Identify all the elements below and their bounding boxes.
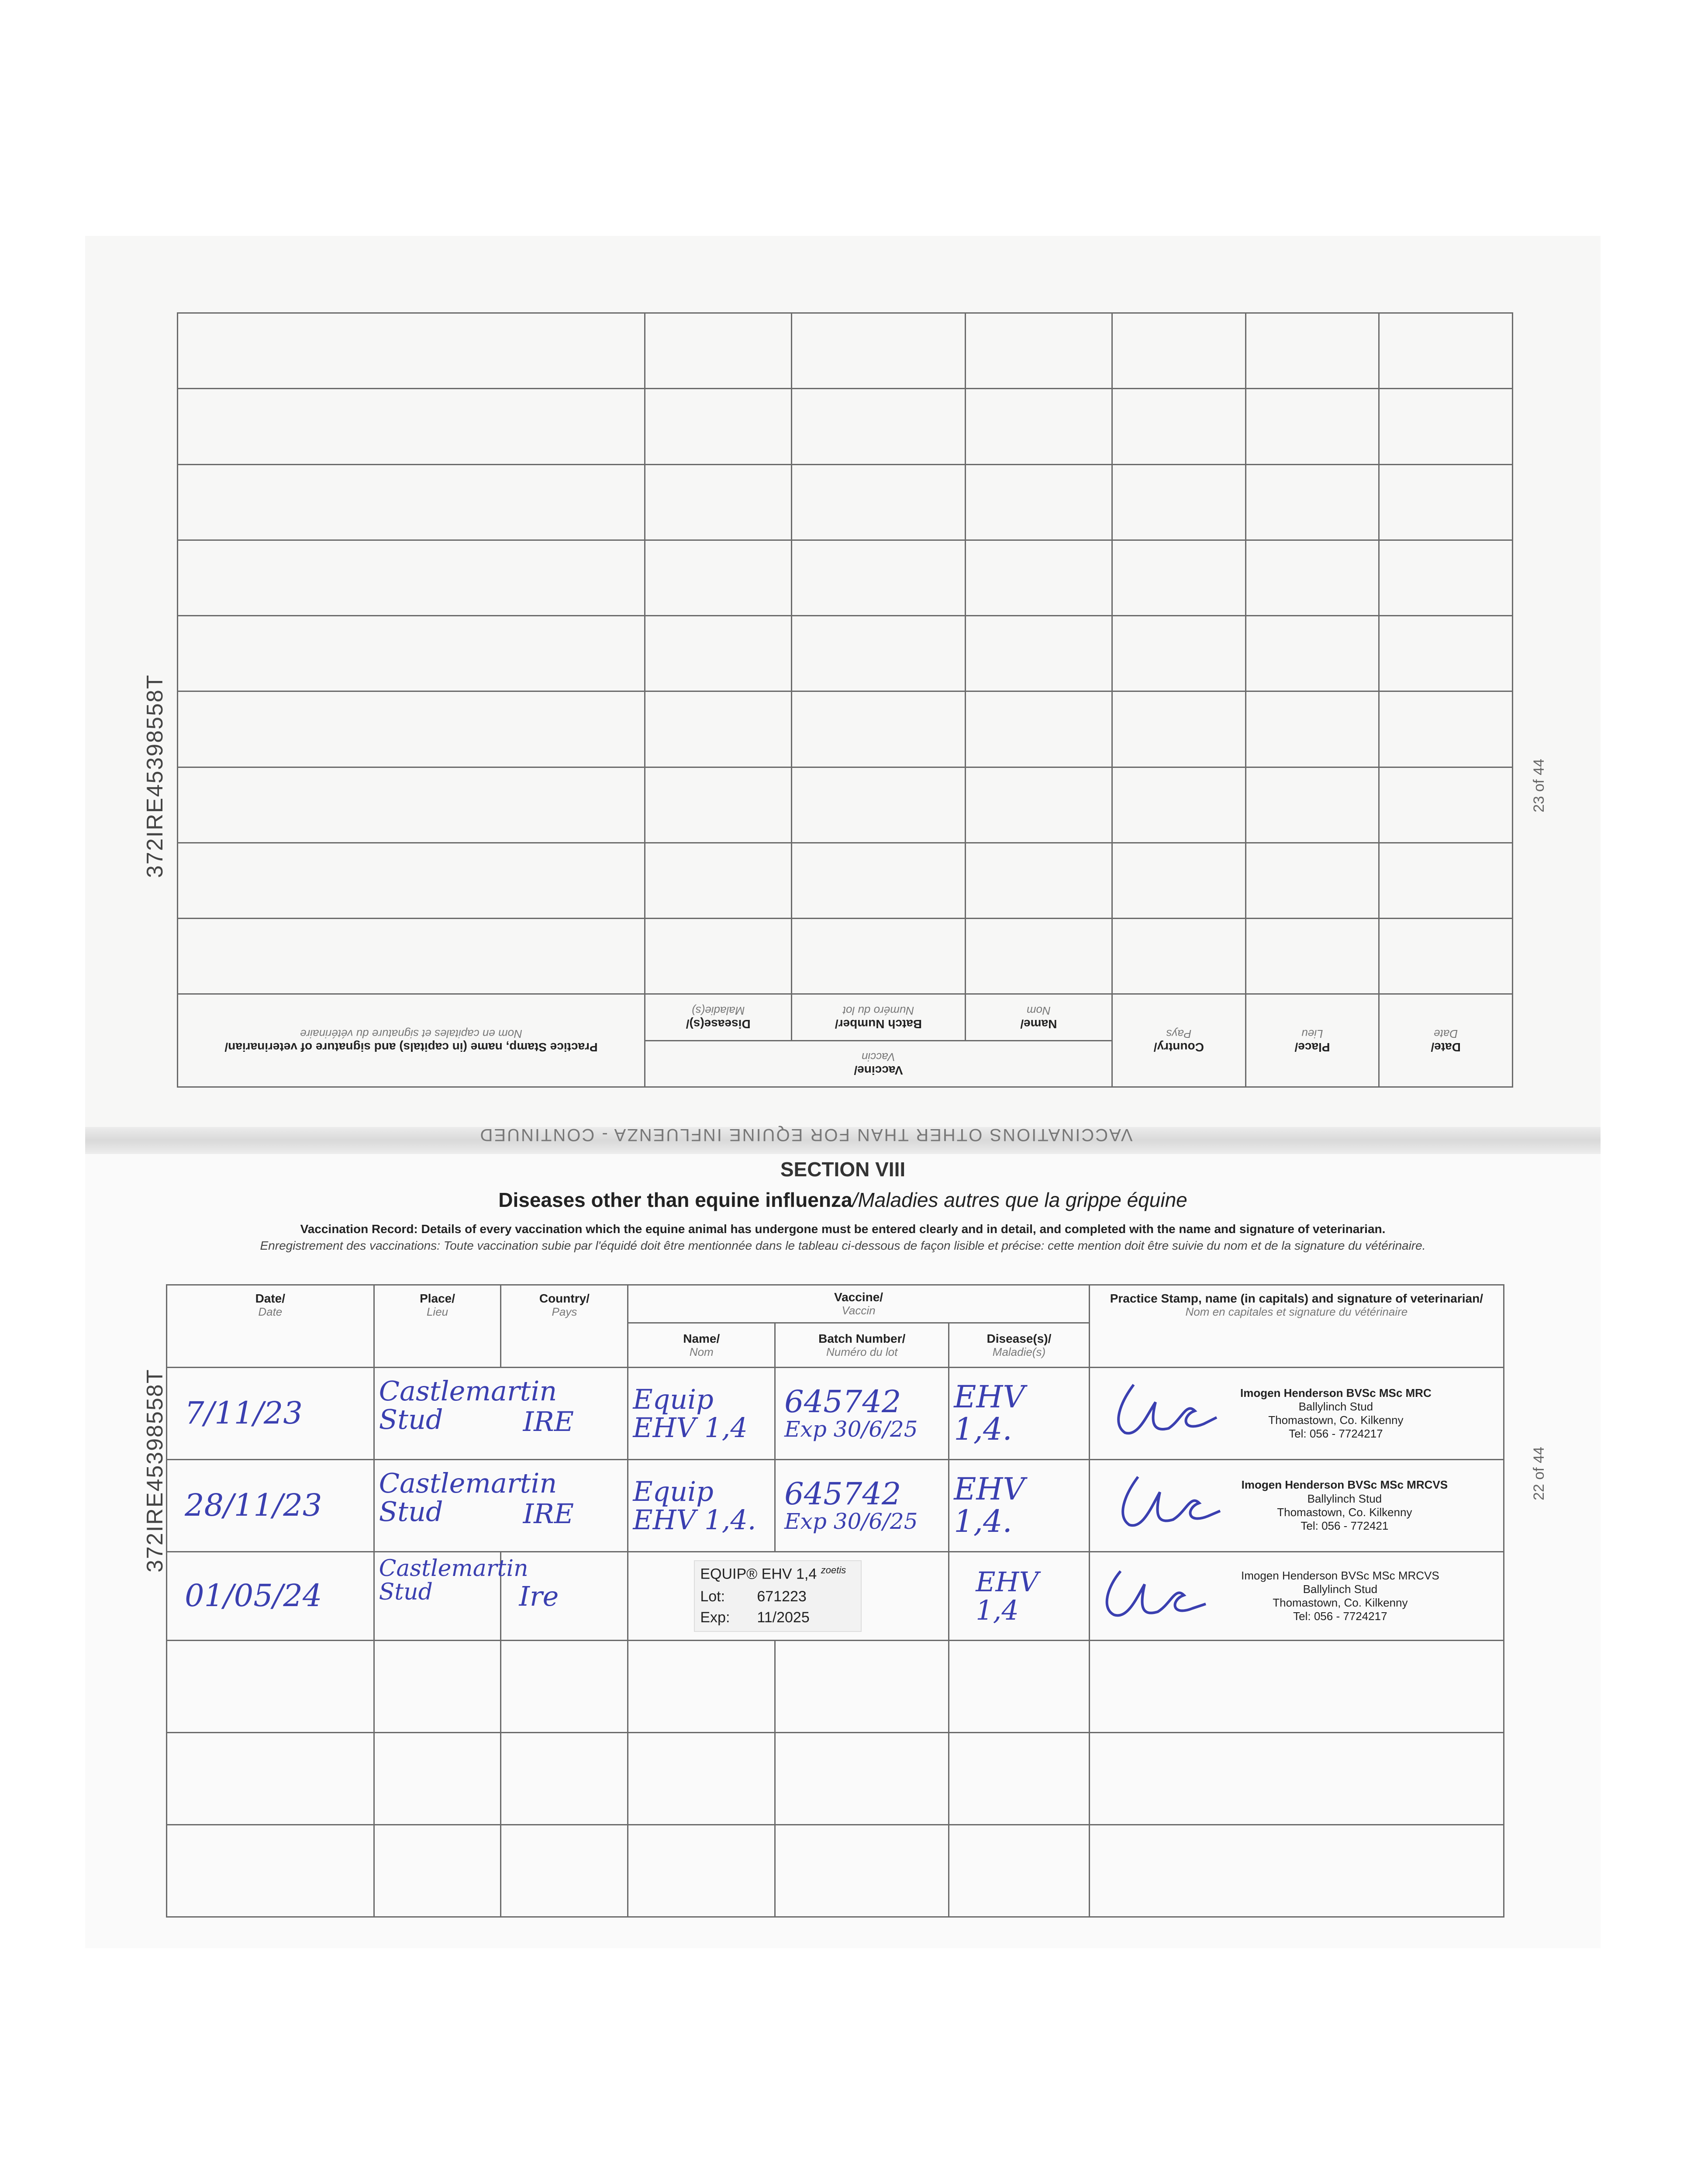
entry-vaccine-name: Equip EHV 1,4. (628, 1459, 775, 1552)
header-batch: Batch Number/ Numéro du lot (775, 1323, 949, 1368)
signature (1094, 1560, 1208, 1626)
section-subtitle: Diseases other than equine influenza/Maladies autres que la grippe équine (498, 1189, 1187, 1211)
entry-batch-exp: Exp 30/6/25 (784, 1417, 918, 1442)
header-stamp: Practice Stamp, name (in capitals) and signature of veterinarian/ Nom en capitales et signature du vétérinaire (1089, 1285, 1504, 1368)
table-row (167, 1459, 1504, 1552)
table-row (167, 1552, 1504, 1641)
entry-date: 28/11/23 (167, 1459, 374, 1552)
entry-batch: 645742 (784, 1476, 901, 1512)
passport-scan (85, 236, 1601, 1948)
table-row (178, 767, 1513, 843)
table-row (178, 616, 1513, 691)
table-row (178, 313, 1513, 389)
header-place: Place/ Lieu (374, 1285, 501, 1368)
table-row (167, 1825, 1504, 1917)
entry-disease: EHV 1,4 (949, 1552, 1090, 1641)
header-vaccine: Vaccine/ Vaccin (645, 1040, 1112, 1087)
vet-stamp: Imogen Henderson BVSc MSc MRC Ballylinch Stud Thomastown, Co. Kilkenny Tel: 056 - 7724217 (1240, 1386, 1432, 1441)
document-id-bottom: 372IRE45398558T (142, 1368, 168, 1572)
entry-batch-exp: Exp 30/6/25 (784, 1509, 918, 1534)
signature (1107, 1376, 1221, 1441)
fold-caption: VACCINATIONS OTHER THAN FOR EQUINE INFLUENZA - CONTINUED (479, 1125, 1133, 1144)
entry-place: Castlemartin Stud (379, 1375, 557, 1436)
header-disease: Disease(s)/ Maladie(s) (645, 994, 792, 1040)
header-date: Date/ Date (167, 1285, 374, 1368)
entry-date: 01/05/24 (167, 1552, 374, 1641)
header-vaccine: Vaccine/ Vaccin (628, 1285, 1089, 1323)
table-row (178, 464, 1513, 540)
entry-vaccine-name: Equip EHV 1,4 (628, 1368, 775, 1460)
entry-disease: EHV 1,4. (949, 1459, 1090, 1552)
entry-country: Ire (501, 1552, 628, 1641)
table-row (178, 843, 1513, 918)
header-country: Country/ Pays (1112, 994, 1245, 1087)
page-number-top: 23 of 44 (1531, 759, 1547, 812)
table-row (178, 691, 1513, 767)
table-row (178, 389, 1513, 464)
vaccine-batch-sticker: EQUIP® EHV 1,4 $^{zoetis}$ Lot: 671223 Exp: 11/2025 (694, 1560, 862, 1632)
section-title: SECTION VIII (780, 1158, 906, 1181)
vet-stamp: Imogen Henderson BVSc MSc MRCVS Ballylinch Stud Thomastown, Co. Kilkenny Tel: 056 - 7724217 (1241, 1569, 1439, 1623)
table-row (178, 540, 1513, 615)
header-date: Date/ Date (1379, 994, 1513, 1087)
entry-place: Castlemartin Stud (379, 1555, 528, 1606)
entry-place: Castlemartin Stud (379, 1467, 557, 1527)
entry-date: 7/11/23 (167, 1368, 374, 1460)
header-stamp: Practice Stamp, name (in capitals) and signature of veterinarian/ Nom en capitales et signature du vétérinaire (178, 994, 645, 1087)
top-page (85, 236, 1601, 1133)
table-row (167, 1641, 1504, 1733)
entry-country: IRE (523, 1498, 574, 1530)
header-disease: Disease(s)/ Maladie(s) (949, 1323, 1090, 1368)
entry-country: IRE (523, 1406, 574, 1438)
section-intro: Vaccination Record: Details of every vaccination which the equine animal has undergone must be entered clearly and in detail, and completed with the name and signature of veterinarian. Enregistrement des vaccinations: Toute vaccination subie par l'équidé doit être mentionnée dans le tableau ci-dessous de façon lisible et précise: cette mention doit être suivie du nom et de la signature du vétérinaire. (260, 1222, 1426, 1252)
entry-disease: EHV 1,4. (949, 1368, 1090, 1460)
header-name: Name/ Nom (628, 1323, 775, 1368)
table-row (178, 919, 1513, 994)
header-place: Place/ Lieu (1245, 994, 1379, 1087)
entry-batch: 645742 (784, 1383, 901, 1420)
vet-stamp: Imogen Henderson BVSc MSc MRCVS Ballylinch Stud Thomastown, Co. Kilkenny Tel: 056 - 772421 (1241, 1478, 1448, 1532)
signature (1107, 1468, 1221, 1534)
table-row (167, 1368, 1504, 1460)
vaccination-record-table (166, 1284, 1504, 1918)
header-name: Name/ Nom (965, 994, 1112, 1040)
header-batch: Batch Number/ Numéro du lot (792, 994, 965, 1040)
top-vaccination-table (177, 312, 1513, 1088)
page-number-bottom: 22 of 44 (1531, 1447, 1547, 1500)
header-country: Country/ Pays (501, 1285, 628, 1368)
document-id-top: 372IRE45398558T (142, 674, 168, 878)
table-row (167, 1733, 1504, 1825)
